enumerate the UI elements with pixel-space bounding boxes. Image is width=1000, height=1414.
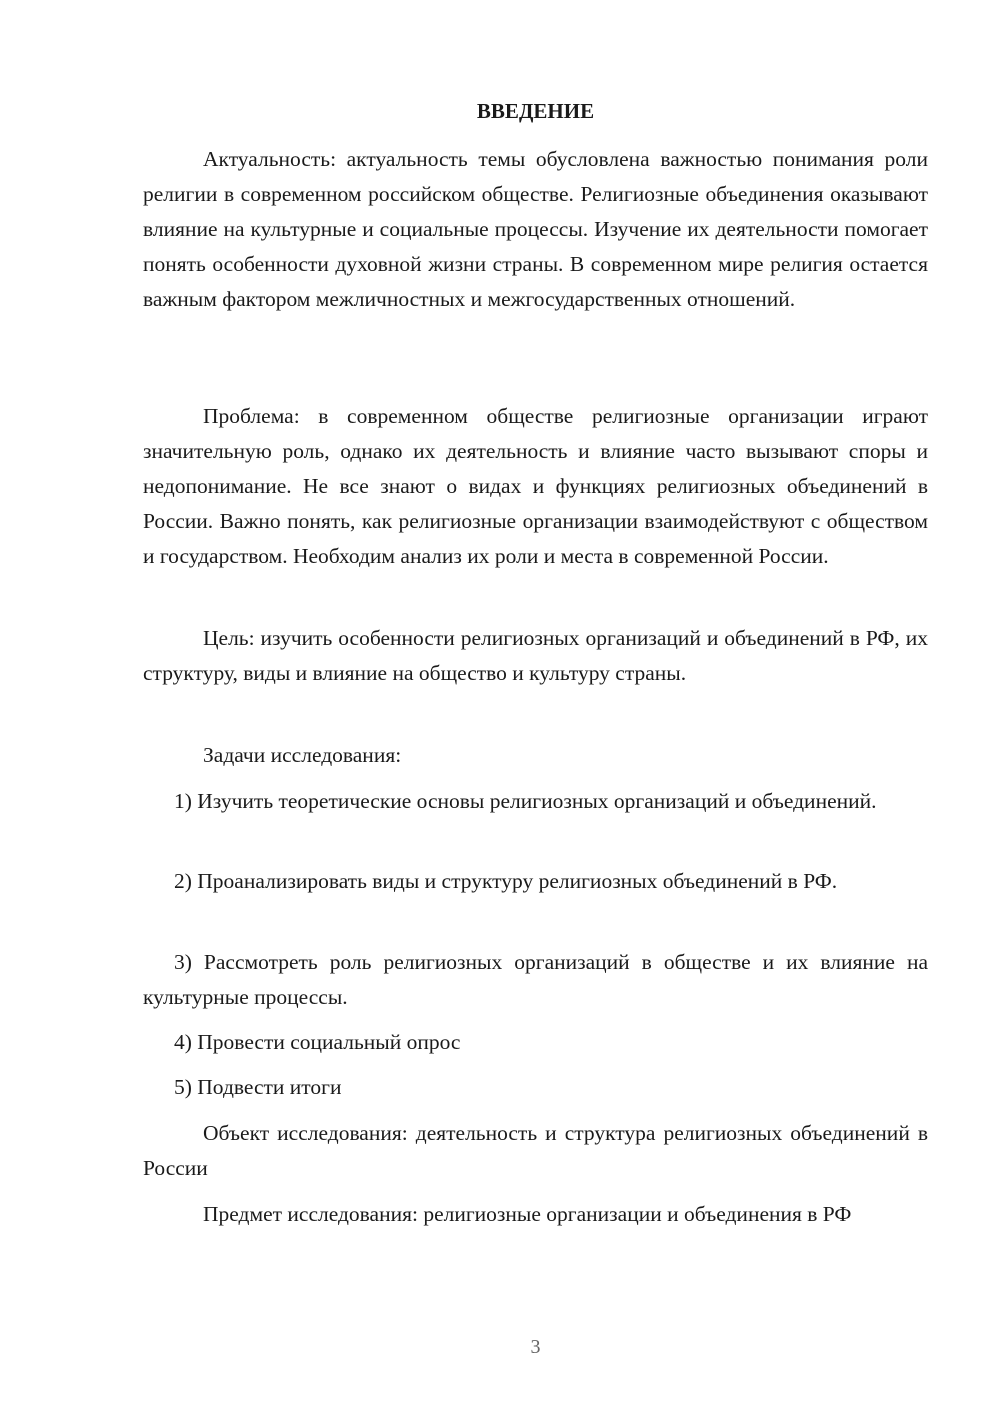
- document-page: [143, 0, 928, 1414]
- page-number: 3: [530, 1336, 541, 1358]
- problem-paragraph: Проблема: в современном обществе религиозные организации играют значительную роль, однако их деятельность и влияние часто вызывают споры и недопонимание. Не все знают о видах и функциях религиозных объединений в России. Важно понять, как религиозные организации взаимодействуют с обществом и государством. Необходим анализ их роли и места в современной России.: [143, 404, 928, 568]
- relevance-paragraph: Актуальность: актуальность темы обусловлена важностью понимания роли религии в современном российском обществе. Религиозные объединения оказывают влияние на культурные и социальные процессы. Изучение их деятельности помогает понять особенности духовной жизни страны. В современном мире религия остается важным фактором межличностных и межгосударственных отношений.: [143, 147, 928, 311]
- object-paragraph: Объект исследования: деятельность и структура религиозных объединений в России: [143, 1121, 928, 1180]
- task-item-5: 5) Подвести итоги: [174, 1075, 342, 1099]
- page-title: ВВЕДЕНИЕ: [476, 99, 595, 123]
- goal-paragraph: Цель: изучить особенности религиозных организаций и объединений в РФ, их структуру, виды и влияние на общество и культуру страны.: [143, 626, 928, 685]
- subject-paragraph: Предмет исследования: религиозные организации и объединения в РФ: [203, 1202, 852, 1226]
- task-item-3: 3) Рассмотреть роль религиозных организаций в обществе и их влияние на культурные процессы.: [143, 950, 928, 1009]
- task-item-4: 4) Провести социальный опрос: [174, 1030, 461, 1054]
- task-item-1: 1) Изучить теоретические основы религиозных организаций и объединений.: [174, 789, 877, 813]
- tasks-heading: Задачи исследования:: [203, 743, 402, 767]
- task-item-2: 2) Проанализировать виды и структуру религиозных объединений в РФ.: [174, 869, 838, 893]
